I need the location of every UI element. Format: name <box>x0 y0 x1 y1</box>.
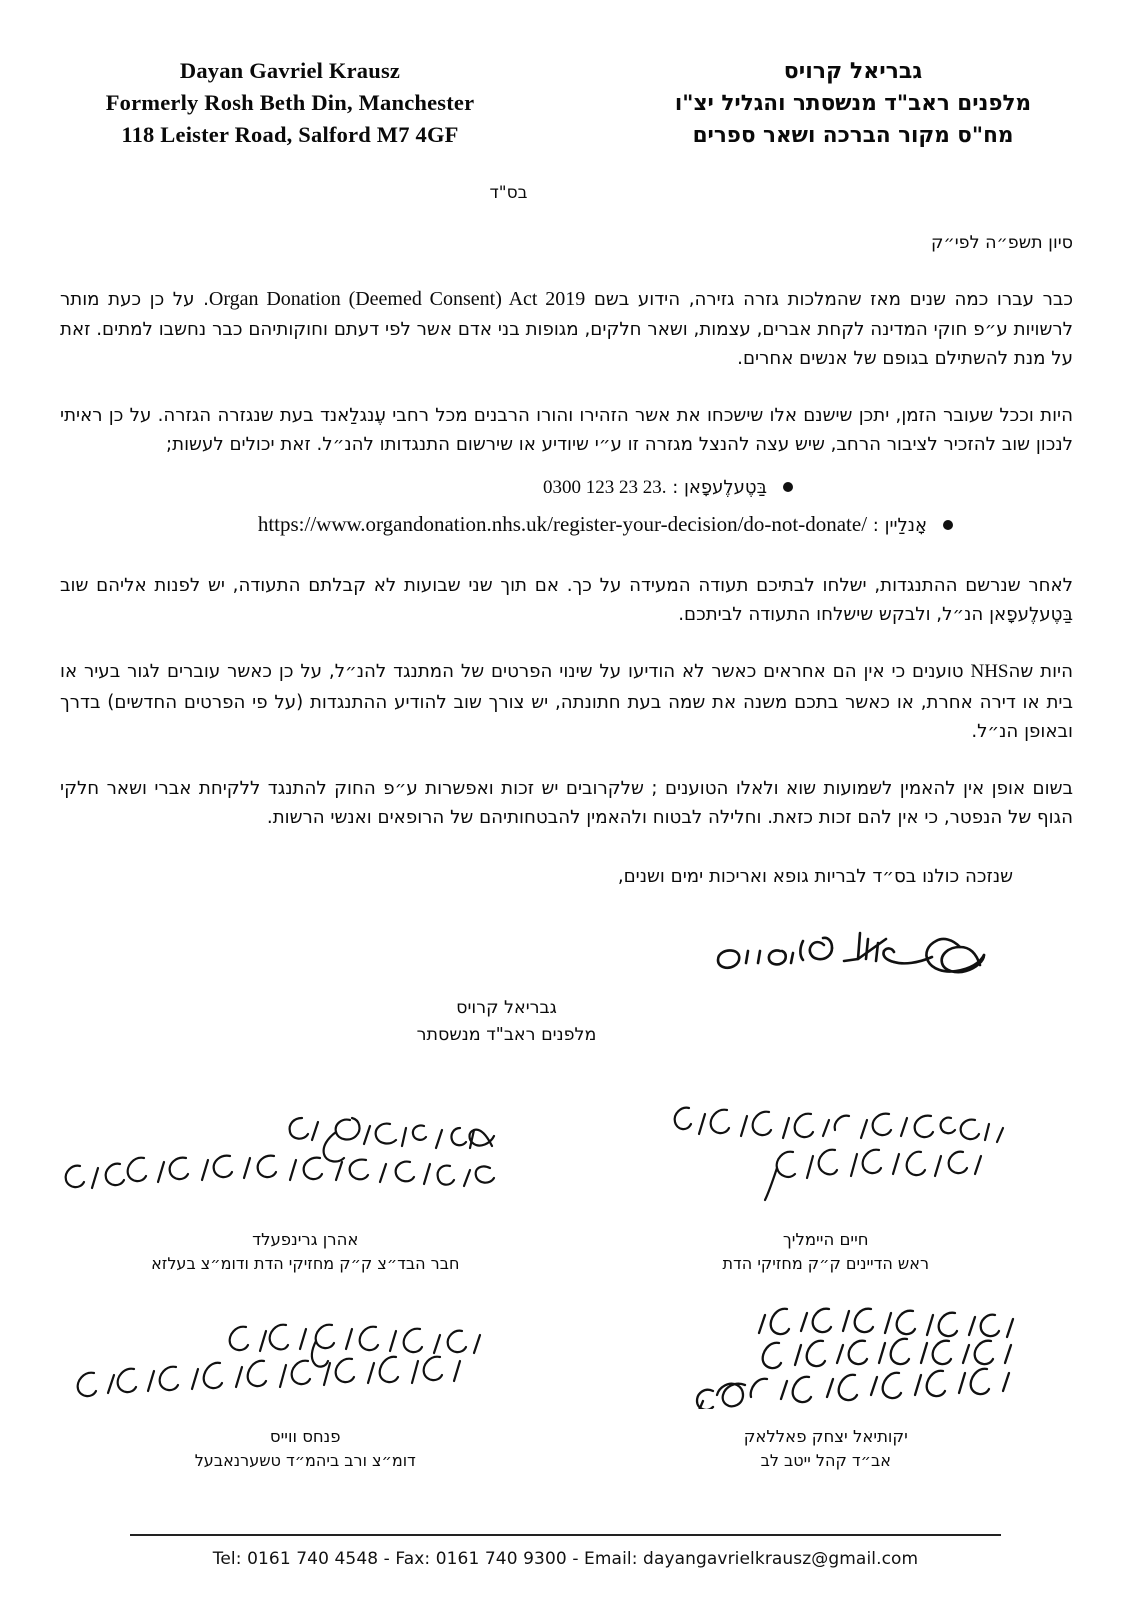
cosigner-names-pinchas-weiss <box>50 1425 561 1472</box>
footer-divider <box>130 1534 1001 1536</box>
paragraph-1 <box>60 283 1073 374</box>
paragraph-4-text-a: היות שה <box>1008 660 1073 682</box>
cosigner-name: אהרן גרינפעלד <box>252 1229 359 1249</box>
paragraph-4 <box>60 657 1073 747</box>
letterhead-hebrew-line2: מלפנים ראב"ד מנשסתר והגליל יצ"ו <box>674 91 1032 116</box>
main-signature-name: גבריאל קרויס <box>456 998 557 1019</box>
cosigner-title: דומ״צ ורב ביהמ״ד טשערנאבעל <box>194 1450 416 1470</box>
letterhead-english-line1: Dayan Gavriel Krausz <box>179 58 401 83</box>
main-signature-block <box>60 917 1073 1048</box>
closing-text: שנזכה כולנו בס״ד לבריות גופא ואריכות ימים ושנים, <box>617 866 1013 888</box>
letterhead-hebrew-line1: גבריאל קרויס <box>783 59 923 84</box>
cosigner-signature-aharon-greenfeld <box>50 1094 561 1212</box>
main-signature-title: מלפנים ראב"ד מנשסתר <box>416 1024 597 1045</box>
contact-online-url[interactable]: https://www.organdonation.nhs.uk/register-your-decision/do-not-donate/ <box>257 511 868 536</box>
contact-options-list <box>60 470 1073 544</box>
paragraph-4-text-b: טוענים כי אין הם אחראים כאשר לא הודיעו על שינוי הפרטים של המתנגד להנ״ל, על כן כאשר עוברים לגור בעיר או בית או דירה אחרת, או כאשר בתכם משנה את שמה בעת חתונתה, יש צורך שוב להודיע ההתנגדות (על פי הפרטים החדשים) בדרך ובאופן הנ״ל. <box>60 660 1073 743</box>
handwritten-signature-icon <box>50 1094 520 1212</box>
cosigner-block-chaim-heimlich <box>571 1094 1082 1279</box>
contact-online-label: אָנלַיין : <box>872 514 927 536</box>
paragraph-1-text-b: . על כן כעת מותר לרשויות ע״פ חוקי המדינה לקחת אברים, עצמות, ושאר חלקים, מגופות בני אדם אשר לפי דעתם וחוקותיהם כבר נחשבו למתים. זאת על מנת להשתילם בגופם של אנשים אחרים. <box>60 288 1073 370</box>
closing-line <box>60 866 1073 887</box>
handwritten-signature-icon <box>708 917 988 993</box>
hebrew-date-line: סיון תשפ״ה לפי״ק <box>931 232 1073 253</box>
cosigner-title: ראש הדיינים ק״ק מחזיקי הדת <box>722 1253 929 1273</box>
cosigner-name: יקותיאל יצחק פאללאק <box>743 1426 908 1446</box>
cosigner-signature-chaim-heimlich <box>571 1094 1082 1212</box>
contact-option-online <box>60 505 1073 544</box>
bullet-icon <box>783 482 793 492</box>
cosigner-signature-pinchas-weiss <box>50 1291 561 1409</box>
letterhead-english-line3: 118 Leister Road, Salford M7 4GF <box>121 121 459 147</box>
footer <box>0 1534 1131 1569</box>
cosigner-block-pinchas-weiss <box>50 1291 561 1476</box>
handwritten-signature-icon <box>50 1291 520 1409</box>
paragraph-2: היות וככל שעובר הזמן, יתכן שישנם אלו שישכחו את אשר הזהירו והורו הרבנים מכל רחבי עֶנגלַאנד בעת שנגזרה הגזרה. על כן ראיתי לנכון שוב להזכיר לציבור הרחב, שיש עצה להנצל מגזרה זו ע״י שיודיע או שירשום התנגדותו להנ״ל. זאת יכולים לעשות; <box>60 404 1073 456</box>
cosigner-block-yekusiel-yitzchok-pollak <box>571 1291 1082 1476</box>
cosigner-title: אב״ד קהל ייטב לב <box>760 1450 891 1470</box>
letter-body <box>0 183 1131 1048</box>
main-signature-graphic <box>60 917 1073 995</box>
bsd-heading: בס"ד <box>489 182 528 203</box>
cosigner-title: חבר הבד״צ ק״ק מחזיקי הדת ודומ״צ בעלזא <box>151 1253 460 1273</box>
handwritten-signature-icon <box>571 1094 1041 1212</box>
cosigner-names-aharon-greenfeld <box>50 1228 561 1275</box>
cosigner-name: חיים היימליך <box>782 1229 869 1249</box>
contact-option-phone <box>60 470 1073 505</box>
contact-phone-label: בַּטֶעלֶעפָאן : <box>672 476 767 498</box>
paragraph-5: בשום אופן אין להאמין לשמועות שוא ולאלו הטוענים ; שלקרובים יש זכות ואפשרות ע״פ החוק להתנגד ללקיחת אברי ושאר חלקי הגוף של הנפטר, כי אין להם זכות כזאת. וחלילה לבטוח ולהאמין להבטחותיהם של הרופאים ואנשי הרשות. <box>60 777 1073 828</box>
cosigner-signature-yekusiel-yitzchok-pollak <box>571 1291 1082 1409</box>
bullet-icon <box>943 520 953 530</box>
act-name: Organ Donation (Deemed Consent) Act 2019 <box>208 287 586 310</box>
letterhead <box>0 0 1131 153</box>
letterhead-hebrew <box>638 55 1068 153</box>
cosigner-names-yekusiel-yitzchok-pollak <box>571 1425 1082 1472</box>
cosigners-grid <box>0 1094 1131 1476</box>
cosigner-name: פנחס ווייס <box>269 1426 341 1446</box>
paragraph-1-text-a: כבר עברו כמה שנים מאז שהמלכות גזרה גזירה, הידוע בשם <box>585 288 1073 310</box>
handwritten-signature-icon <box>571 1291 1041 1409</box>
letterhead-hebrew-line3: מח"ס מקור הברכה ושאר ספרים <box>692 123 1014 149</box>
cosigner-block-aharon-greenfeld <box>50 1094 561 1279</box>
letterhead-english <box>75 55 505 151</box>
contact-phone-value[interactable]: 0300 123 23 23. <box>542 476 667 498</box>
footer-contact-text: Tel: 0161 740 4548 - Fax: 0161 740 9300 - Email: dayangavrielkrausz@gmail.com <box>212 1549 919 1569</box>
paragraph-3: לאחר שנרשם ההתנגדות, ישלחו לבתיכם תעודה המעידה על כך. אם תוך שני שבועות לא קבלתם התעודה, יש לפנות אליהם שוב בַּטֶעלֶעפָאן הנ״ל, ולבקש שישלחו התעודה לביתכם. <box>60 574 1073 626</box>
letterhead-english-line2: Formerly Rosh Beth Din, Manchester <box>105 89 475 115</box>
cosigner-names-chaim-heimlich <box>571 1228 1082 1275</box>
nhs-label: NHS <box>970 660 1009 682</box>
